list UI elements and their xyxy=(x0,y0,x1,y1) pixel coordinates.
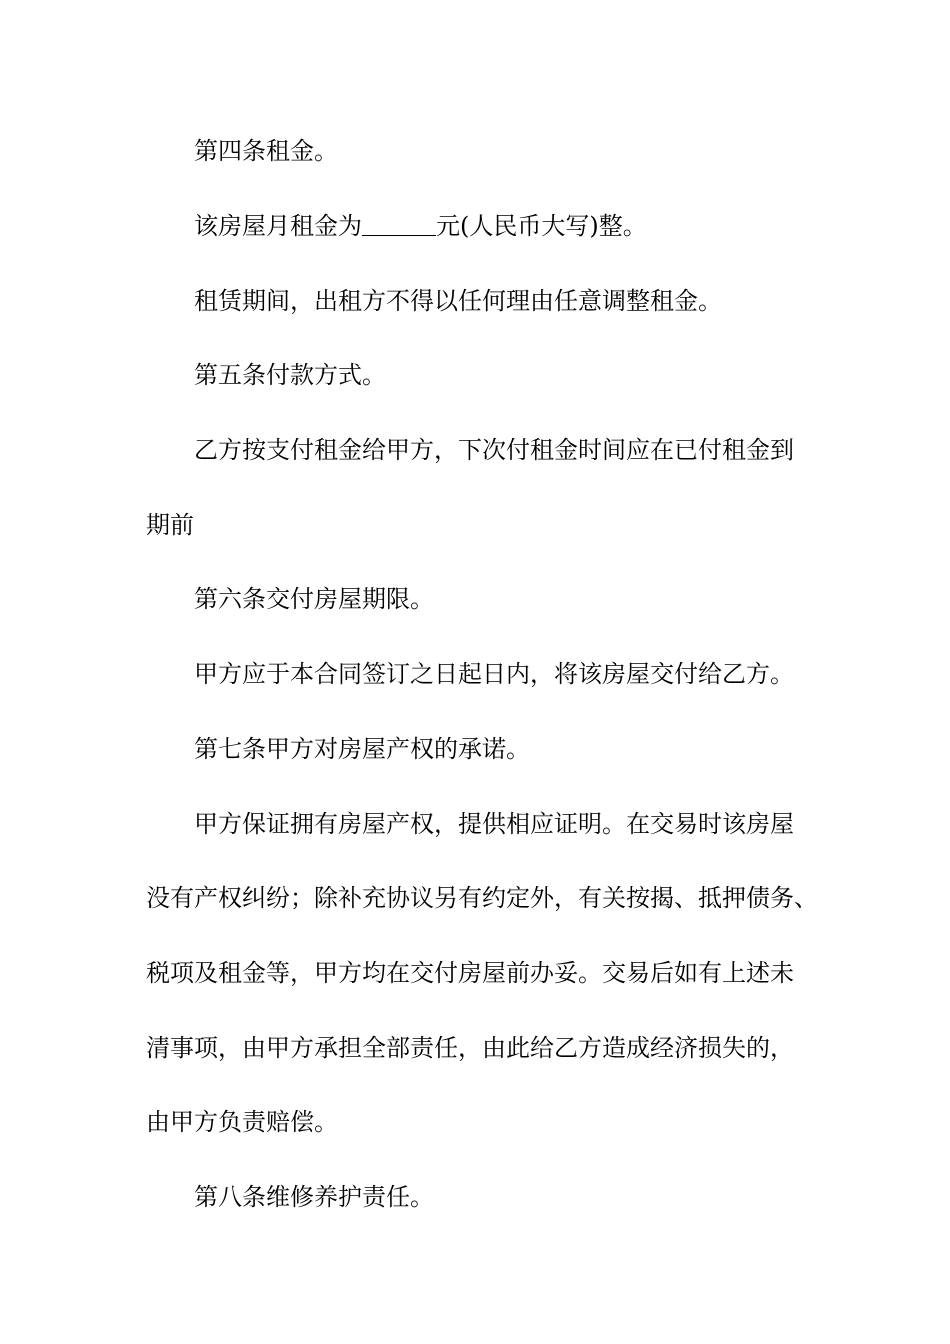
property-paragraph-line-5: 由甲方负责赔偿。 xyxy=(146,1108,338,1136)
rent-adjust-line: 租赁期间，出租方不得以任何理由任意调整租金。 xyxy=(194,287,722,315)
article-8-heading: 第八条维修养护责任。 xyxy=(194,1183,434,1211)
rent-amount-blank xyxy=(362,211,436,236)
property-paragraph-line-1: 甲方保证拥有房屋产权，提供相应证明。在交易时该房屋 xyxy=(194,810,794,838)
article-5-heading: 第五条付款方式。 xyxy=(194,361,386,389)
article-7-heading: 第七条甲方对房屋产权的承诺。 xyxy=(194,735,530,763)
payment-paragraph-line-1: 乙方按支付租金给甲方，下次付租金时间应在已付租金到 xyxy=(194,436,794,464)
article-4-heading: 第四条租金。 xyxy=(194,137,338,165)
property-paragraph-line-2: 没有产权纠纷；除补充协议另有约定外，有关按揭、抵押债务、 xyxy=(146,884,818,912)
property-paragraph-line-3: 税项及租金等，甲方均在交付房屋前办妥。交易后如有上述未 xyxy=(146,959,794,987)
rent-amount-line: 该房屋月租金为 元(人民币大写)整。 xyxy=(194,212,647,240)
payment-paragraph-line-2: 期前 xyxy=(146,511,194,539)
property-paragraph-line-4: 清事项，由甲方承担全部责任，由此给乙方造成经济损失的， xyxy=(146,1034,794,1062)
article-6-heading: 第六条交付房屋期限。 xyxy=(194,585,434,613)
delivery-line: 甲方应于本合同签订之日起日内，将该房屋交付给乙方。 xyxy=(194,660,794,688)
